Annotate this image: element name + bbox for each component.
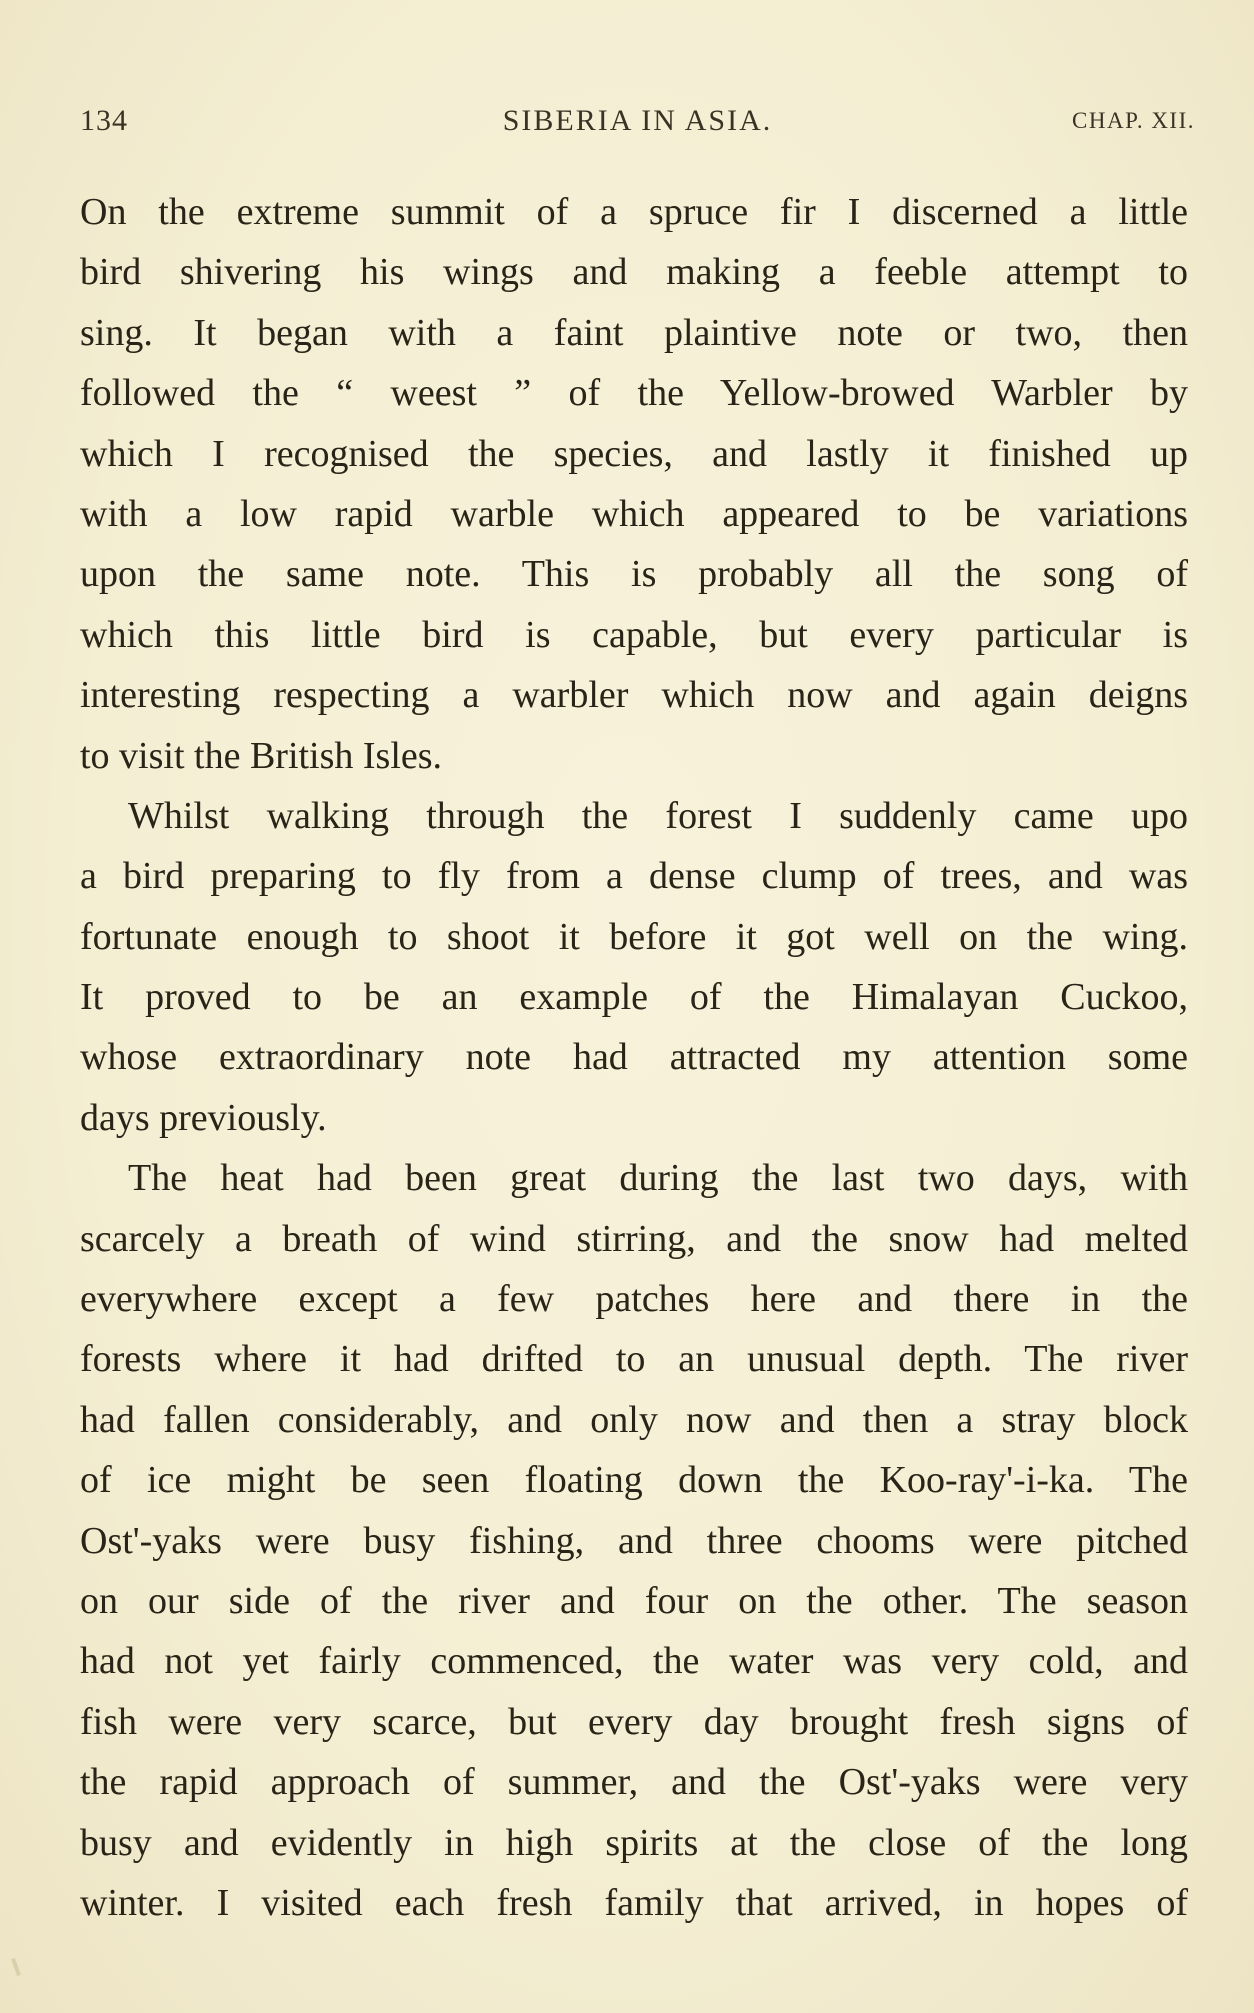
text-line: Whilst walking through the forest I suddenly came upo xyxy=(128,794,1188,837)
text-line: upon the same note. This is probably all the song of xyxy=(80,553,1188,596)
text-line: interesting respecting a warbler which now and again deigns xyxy=(80,674,1188,717)
text-line: scarcely a breath of wind stirring, and the snow had melted xyxy=(80,1217,1188,1260)
text-line: had not yet fairly commenced, the water was very cold, and xyxy=(80,1640,1188,1683)
text-line: which this little bird is capable, but every particular is xyxy=(80,613,1188,656)
page-number: 134 xyxy=(80,104,128,137)
text-line: to visit the British Isles. xyxy=(80,734,443,777)
text-line: the rapid approach of summer, and the Ost'-yaks were very xyxy=(80,1761,1188,1804)
running-title: SIBERIA IN ASIA. xyxy=(502,104,773,137)
paragraph-1 xyxy=(80,182,1188,786)
text-line: sing. It began with a faint plaintive note or two, then xyxy=(80,311,1188,354)
text-line: followed the “ weest ” of the Yellow-browed Warbler by xyxy=(80,372,1188,415)
text-line: of ice might be seen floating down the Koo-ray'-i-ka. The xyxy=(80,1459,1188,1502)
text-line: with a low rapid warble which appeared to be variations xyxy=(80,492,1188,535)
text-line: which I recognised the species, and lastly it finished up xyxy=(80,432,1188,475)
text-line: fortunate enough to shoot it before it got well on the wing. xyxy=(80,915,1188,958)
text-line: winter. I visited each fresh family that arrived, in hopes of xyxy=(80,1881,1188,1924)
text-line: On the extreme summit of a spruce fir I discerned a little xyxy=(80,191,1188,233)
text-line: days previously. xyxy=(80,1096,327,1139)
paragraph-2 xyxy=(80,786,1188,1148)
text-line: on our side of the river and four on the other. The season xyxy=(80,1579,1188,1622)
text-line: forests where it had drifted to an unusual depth. The river xyxy=(80,1338,1188,1381)
text-line: bird shivering his wings and making a feeble attempt to xyxy=(80,251,1188,294)
text-line: Ost'-yaks were busy fishing, and three chooms were pitched xyxy=(80,1519,1188,1562)
text-line: had fallen considerably, and only now and then a stray block xyxy=(80,1398,1188,1441)
text-line: fish were very scarce, but every day brought fresh signs of xyxy=(80,1700,1188,1743)
text-line: It proved to be an example of the Himalayan Cuckoo, xyxy=(80,976,1188,1019)
body-text xyxy=(80,182,1188,1933)
text-line: everywhere except a few patches here and there in the xyxy=(80,1278,1188,1321)
text-line: busy and evidently in high spirits at the close of the long xyxy=(80,1821,1188,1864)
running-head xyxy=(80,100,1195,150)
text-line: The heat had been great during the last two days, with xyxy=(128,1157,1188,1200)
text-line: whose extraordinary note had attracted my attention some xyxy=(80,1036,1188,1079)
paragraph-3 xyxy=(80,1148,1188,1933)
paper-mark xyxy=(11,1958,21,1976)
chapter-label: CHAP. XII. xyxy=(1072,108,1195,133)
text-line: a bird preparing to fly from a dense clump of trees, and was xyxy=(80,855,1188,898)
